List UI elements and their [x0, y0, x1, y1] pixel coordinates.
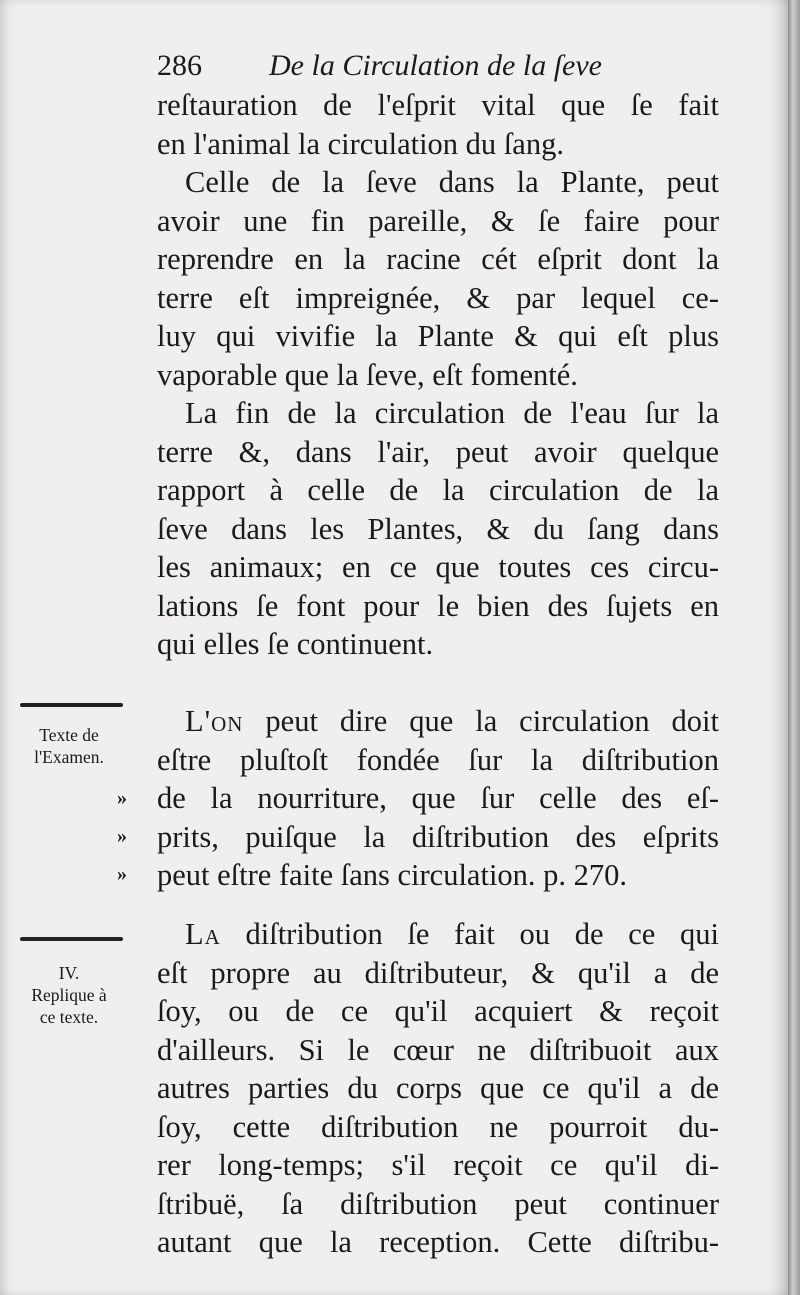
text-line: lations ſe font pour le bien des ſujets en: [157, 588, 719, 623]
text-line-rest: diſtribution ſe fait ou de ce qui: [220, 917, 719, 951]
margin-rule: [20, 937, 123, 941]
quotation-mark: »: [117, 787, 127, 809]
paragraph-block-1: [157, 86, 719, 664]
text-line: reprendre en la racine cét eſprit dont la: [157, 242, 719, 276]
text-line: rapport à celle de la circulation de la: [157, 473, 719, 507]
text-line: Celle de la ſeve dans la Plante, peut: [185, 165, 719, 199]
text-line-rest: peut dire que la circulation doit: [243, 704, 719, 738]
lead-word: L'on: [185, 704, 244, 738]
text-line: ſoy, ou de ce qu'il acquiert & reçoit: [157, 994, 719, 1028]
margin-note-line: l'Examen.: [34, 747, 104, 767]
lead-word: La: [185, 917, 221, 951]
text-line: autres parties du corps que ce qu'il a de: [157, 1071, 719, 1105]
text-line: prits, puiſque la diſtribution des eſprits: [157, 819, 719, 854]
text-line: ſeve dans les Plantes, & du ſang dans: [157, 511, 719, 546]
margin-note-line: ce texte.: [39, 1007, 99, 1027]
text-line: qui elles ſe continuent.: [157, 627, 434, 661]
margin-rule: [20, 703, 123, 707]
quotation-mark: »: [117, 863, 127, 885]
text-line: eſt propre au diſtributeur, & qu'il a de: [157, 955, 719, 990]
text-line: avoir une fin pareille, & ſe faire pour: [157, 203, 719, 238]
paragraph-block-3: [157, 915, 719, 1262]
text-line: vaporable que la ſeve, eſt fomenté.: [157, 357, 578, 392]
page-header: [157, 46, 717, 86]
margin-note-texte-examen: [8, 724, 130, 768]
text-line: ſoy, cette diſtribution ne pourroit du-: [157, 1109, 719, 1144]
page-number: 286: [157, 49, 202, 82]
paragraph-block-2: [157, 702, 719, 895]
text-line: de la nourriture, que ſur celle des eſ-: [157, 781, 719, 815]
text-line: ſtribuë, ſa diſtribution peut continuer: [157, 1186, 719, 1221]
text-line: d'ailleurs. Si le cœur ne diſtribuoit aux: [157, 1032, 719, 1067]
text-line: autant que la reception. Cette diſtribu-: [157, 1225, 719, 1259]
text-line: La fin de la circulation de l'eau ſur la: [185, 396, 719, 430]
text-line: les animaux; en ce que toutes ces circu-: [157, 550, 719, 584]
text-line: [157, 915, 719, 954]
text-line: terre eſt impreignée, & par lequel ce-: [157, 280, 719, 315]
page-gutter-edge: [788, 0, 800, 1295]
text-line: eſtre pluſtoſt fondée ſur la diſtribution: [157, 742, 719, 777]
margin-note-replique: [8, 962, 130, 1028]
text-line: [157, 702, 719, 741]
text-line: luy qui vivifie la Plante & qui eſt plus: [157, 319, 719, 353]
text-line: reſtauration de l'eſprit vital que ſe fait: [157, 88, 719, 122]
text-line: rer long-temps; s'il reçoit ce qu'il di-: [157, 1148, 719, 1182]
text-line: en l'animal la circulation du ſang.: [157, 126, 564, 161]
margin-note-line: IV.: [58, 963, 80, 983]
margin-note-line: Texte de: [39, 725, 99, 745]
margin-note-line: Replique à: [31, 985, 107, 1005]
running-title: De la Circulation de la ſeve: [269, 49, 602, 82]
text-line: terre &, dans l'air, peut avoir quelque: [157, 434, 719, 469]
text-line: peut eſtre faite ſans circulation. p. 270.: [157, 858, 628, 892]
quotation-mark: »: [117, 825, 127, 847]
